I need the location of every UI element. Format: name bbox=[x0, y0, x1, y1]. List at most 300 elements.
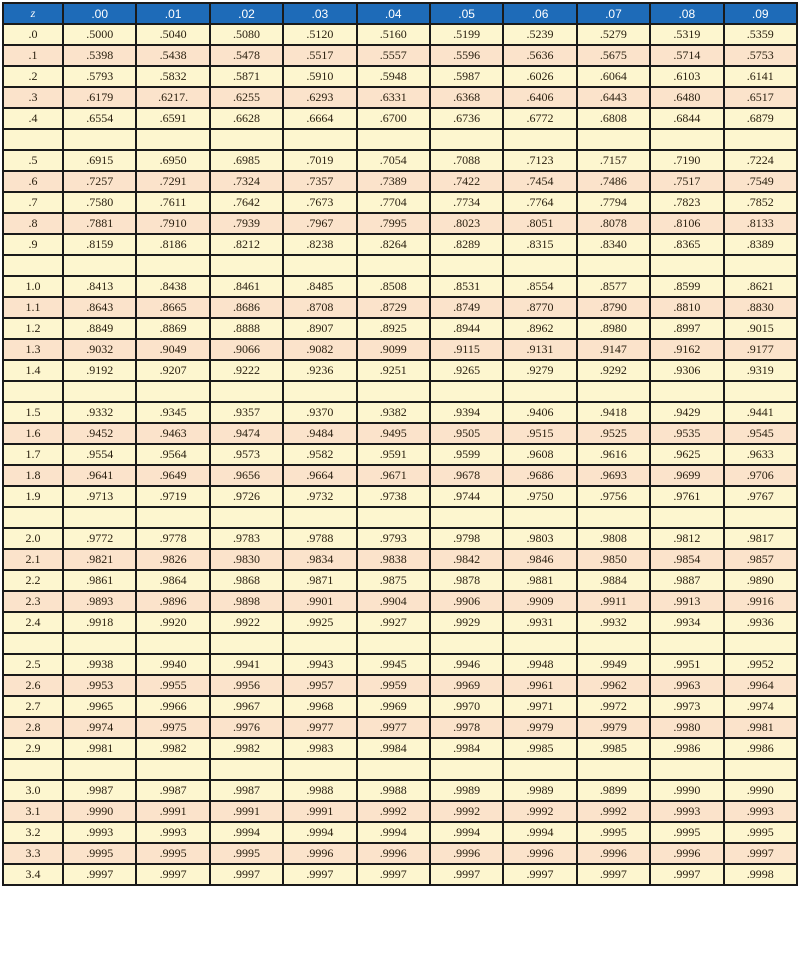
probability-cell: .5871 bbox=[211, 67, 284, 88]
probability-cell: .9987 bbox=[211, 781, 284, 802]
table-row bbox=[4, 781, 798, 802]
table-row bbox=[4, 697, 798, 718]
probability-cell: .9564 bbox=[137, 445, 210, 466]
probability-cell: .9744 bbox=[431, 487, 504, 508]
probability-cell: .8508 bbox=[358, 277, 431, 298]
probability-cell: .9994 bbox=[211, 823, 284, 844]
probability-cell: .9463 bbox=[137, 424, 210, 445]
probability-cell: .9861 bbox=[64, 571, 137, 592]
probability-cell: .9292 bbox=[578, 361, 651, 382]
probability-cell: .8810 bbox=[651, 298, 724, 319]
probability-cell: .7517 bbox=[651, 172, 724, 193]
probability-cell: .6217. bbox=[137, 88, 210, 109]
probability-cell: .8686 bbox=[211, 298, 284, 319]
probability-cell: .5478 bbox=[211, 46, 284, 67]
probability-cell: .6293 bbox=[284, 88, 357, 109]
probability-cell: .8599 bbox=[651, 277, 724, 298]
probability-cell: .9994 bbox=[431, 823, 504, 844]
probability-cell: .9990 bbox=[651, 781, 724, 802]
z-value-cell: 2.6 bbox=[4, 676, 64, 697]
probability-cell: .5239 bbox=[504, 25, 577, 46]
z-value-cell: 2.8 bbox=[4, 718, 64, 739]
probability-cell: .9985 bbox=[578, 739, 651, 760]
probability-cell: .9986 bbox=[651, 739, 724, 760]
probability-cell: .9864 bbox=[137, 571, 210, 592]
probability-cell: .9899 bbox=[578, 781, 651, 802]
probability-cell: .9992 bbox=[504, 802, 577, 823]
spacer-cell bbox=[4, 634, 64, 655]
spacer-cell bbox=[578, 382, 651, 403]
probability-cell: .9957 bbox=[284, 676, 357, 697]
probability-cell: .9995 bbox=[725, 823, 798, 844]
probability-cell: .9997 bbox=[504, 865, 577, 886]
probability-cell: .9984 bbox=[431, 739, 504, 760]
probability-cell: .8264 bbox=[358, 235, 431, 256]
probability-cell: .9875 bbox=[358, 571, 431, 592]
table-row bbox=[4, 823, 798, 844]
probability-cell: .9452 bbox=[64, 424, 137, 445]
probability-cell: .8729 bbox=[358, 298, 431, 319]
probability-cell: .7190 bbox=[651, 151, 724, 172]
probability-cell: .5910 bbox=[284, 67, 357, 88]
header-row bbox=[4, 4, 798, 25]
spacer-cell bbox=[4, 760, 64, 781]
probability-cell: .9995 bbox=[137, 844, 210, 865]
z-value-cell: 1.4 bbox=[4, 361, 64, 382]
probability-cell: .6064 bbox=[578, 67, 651, 88]
probability-cell: .9946 bbox=[431, 655, 504, 676]
spacer-cell bbox=[504, 382, 577, 403]
spacer-cell bbox=[137, 256, 210, 277]
probability-cell: .8849 bbox=[64, 319, 137, 340]
z-value-cell: 1.9 bbox=[4, 487, 64, 508]
table-row bbox=[4, 109, 798, 130]
probability-cell: .9974 bbox=[725, 697, 798, 718]
z-value-cell: 2.4 bbox=[4, 613, 64, 634]
probability-cell: .9066 bbox=[211, 340, 284, 361]
probability-cell: .9484 bbox=[284, 424, 357, 445]
column-header: .01 bbox=[137, 4, 210, 25]
probability-cell: .9099 bbox=[358, 340, 431, 361]
spacer-row bbox=[4, 634, 798, 655]
probability-cell: .7580 bbox=[64, 193, 137, 214]
probability-cell: .9382 bbox=[358, 403, 431, 424]
spacer-cell bbox=[64, 256, 137, 277]
probability-cell: .6141 bbox=[725, 67, 798, 88]
probability-cell: .5557 bbox=[358, 46, 431, 67]
probability-cell: .9997 bbox=[211, 865, 284, 886]
probability-cell: .8315 bbox=[504, 235, 577, 256]
probability-cell: .5793 bbox=[64, 67, 137, 88]
probability-cell: .9192 bbox=[64, 361, 137, 382]
z-value-cell: 3.0 bbox=[4, 781, 64, 802]
probability-cell: .9918 bbox=[64, 613, 137, 634]
probability-cell: .9370 bbox=[284, 403, 357, 424]
table-row bbox=[4, 571, 798, 592]
probability-cell: .9916 bbox=[725, 592, 798, 613]
probability-cell: .9032 bbox=[64, 340, 137, 361]
probability-cell: .9162 bbox=[651, 340, 724, 361]
spacer-cell bbox=[64, 634, 137, 655]
probability-cell: .9940 bbox=[137, 655, 210, 676]
probability-cell: .9817 bbox=[725, 529, 798, 550]
spacer-cell bbox=[211, 382, 284, 403]
probability-cell: .9207 bbox=[137, 361, 210, 382]
spacer-cell bbox=[137, 634, 210, 655]
probability-cell: .7611 bbox=[137, 193, 210, 214]
probability-cell: .9927 bbox=[358, 613, 431, 634]
probability-cell: .9983 bbox=[284, 739, 357, 760]
probability-cell: .7939 bbox=[211, 214, 284, 235]
table-row bbox=[4, 424, 798, 445]
z-value-cell: 1.1 bbox=[4, 298, 64, 319]
probability-cell: .9573 bbox=[211, 445, 284, 466]
z-value-cell: 1.8 bbox=[4, 466, 64, 487]
probability-cell: .9495 bbox=[358, 424, 431, 445]
column-header: .05 bbox=[431, 4, 504, 25]
probability-cell: .6808 bbox=[578, 109, 651, 130]
z-table bbox=[2, 2, 798, 886]
spacer-cell bbox=[137, 760, 210, 781]
probability-cell: .5160 bbox=[358, 25, 431, 46]
spacer-cell bbox=[211, 634, 284, 655]
probability-cell: .8830 bbox=[725, 298, 798, 319]
probability-cell: .8023 bbox=[431, 214, 504, 235]
spacer-cell bbox=[64, 130, 137, 151]
spacer-cell bbox=[578, 634, 651, 655]
probability-cell: .9992 bbox=[431, 802, 504, 823]
probability-cell: .9826 bbox=[137, 550, 210, 571]
probability-cell: .9996 bbox=[284, 844, 357, 865]
probability-cell: .9949 bbox=[578, 655, 651, 676]
probability-cell: .6554 bbox=[64, 109, 137, 130]
probability-cell: .9931 bbox=[504, 613, 577, 634]
spacer-cell bbox=[284, 634, 357, 655]
probability-cell: .9649 bbox=[137, 466, 210, 487]
probability-cell: .5319 bbox=[651, 25, 724, 46]
probability-cell: .7486 bbox=[578, 172, 651, 193]
probability-cell: .9599 bbox=[431, 445, 504, 466]
probability-cell: .9884 bbox=[578, 571, 651, 592]
probability-cell: .9633 bbox=[725, 445, 798, 466]
probability-cell: .9147 bbox=[578, 340, 651, 361]
probability-cell: .7764 bbox=[504, 193, 577, 214]
probability-cell: .6255 bbox=[211, 88, 284, 109]
probability-cell: .6700 bbox=[358, 109, 431, 130]
table-row bbox=[4, 172, 798, 193]
table-row bbox=[4, 277, 798, 298]
probability-cell: .5199 bbox=[431, 25, 504, 46]
probability-cell: .9901 bbox=[284, 592, 357, 613]
table-row bbox=[4, 46, 798, 67]
probability-cell: .9706 bbox=[725, 466, 798, 487]
spacer-cell bbox=[431, 382, 504, 403]
probability-cell: .9975 bbox=[137, 718, 210, 739]
probability-cell: .9997 bbox=[651, 865, 724, 886]
probability-cell: .5948 bbox=[358, 67, 431, 88]
spacer-cell bbox=[358, 256, 431, 277]
probability-cell: .8159 bbox=[64, 235, 137, 256]
spacer-cell bbox=[725, 760, 798, 781]
probability-cell: .9952 bbox=[725, 655, 798, 676]
z-value-cell: 2.1 bbox=[4, 550, 64, 571]
probability-cell: .9997 bbox=[137, 865, 210, 886]
probability-cell: .6480 bbox=[651, 88, 724, 109]
table-row bbox=[4, 445, 798, 466]
probability-cell: .8365 bbox=[651, 235, 724, 256]
spacer-row bbox=[4, 130, 798, 151]
spacer-cell bbox=[64, 508, 137, 529]
spacer-cell bbox=[504, 130, 577, 151]
spacer-cell bbox=[725, 130, 798, 151]
probability-cell: .9990 bbox=[725, 781, 798, 802]
z-value-cell: 2.5 bbox=[4, 655, 64, 676]
probability-cell: .9115 bbox=[431, 340, 504, 361]
probability-cell: .9981 bbox=[64, 739, 137, 760]
probability-cell: .9812 bbox=[651, 529, 724, 550]
z-value-cell: 2.2 bbox=[4, 571, 64, 592]
z-value-cell: 3.3 bbox=[4, 844, 64, 865]
table-row bbox=[4, 865, 798, 886]
probability-cell: .9429 bbox=[651, 403, 724, 424]
z-value-cell: .0 bbox=[4, 25, 64, 46]
probability-cell: .7054 bbox=[358, 151, 431, 172]
probability-cell: .9871 bbox=[284, 571, 357, 592]
probability-cell: .9943 bbox=[284, 655, 357, 676]
probability-cell: .9993 bbox=[64, 823, 137, 844]
column-header: .07 bbox=[578, 4, 651, 25]
probability-cell: .8051 bbox=[504, 214, 577, 235]
probability-cell: .8106 bbox=[651, 214, 724, 235]
probability-cell: .9997 bbox=[578, 865, 651, 886]
probability-cell: .8438 bbox=[137, 277, 210, 298]
probability-cell: .9991 bbox=[284, 802, 357, 823]
table-row bbox=[4, 655, 798, 676]
table-row bbox=[4, 592, 798, 613]
probability-cell: .9925 bbox=[284, 613, 357, 634]
z-value-cell: .1 bbox=[4, 46, 64, 67]
probability-cell: .9505 bbox=[431, 424, 504, 445]
probability-cell: .9830 bbox=[211, 550, 284, 571]
probability-cell: .9878 bbox=[431, 571, 504, 592]
probability-cell: .9306 bbox=[651, 361, 724, 382]
table-row bbox=[4, 613, 798, 634]
z-value-cell: 2.7 bbox=[4, 697, 64, 718]
table-row bbox=[4, 25, 798, 46]
probability-cell: .8888 bbox=[211, 319, 284, 340]
probability-cell: .9938 bbox=[64, 655, 137, 676]
probability-cell: .7224 bbox=[725, 151, 798, 172]
z-value-cell: 1.3 bbox=[4, 340, 64, 361]
probability-cell: .8413 bbox=[64, 277, 137, 298]
probability-cell: .9996 bbox=[358, 844, 431, 865]
probability-cell: .9959 bbox=[358, 676, 431, 697]
probability-cell: .7257 bbox=[64, 172, 137, 193]
probability-cell: .5080 bbox=[211, 25, 284, 46]
spacer-cell bbox=[4, 256, 64, 277]
probability-cell: .9778 bbox=[137, 529, 210, 550]
probability-cell: .9941 bbox=[211, 655, 284, 676]
probability-cell: .9997 bbox=[64, 865, 137, 886]
probability-cell: .9332 bbox=[64, 403, 137, 424]
probability-cell: .8770 bbox=[504, 298, 577, 319]
probability-cell: .9971 bbox=[504, 697, 577, 718]
spacer-cell bbox=[4, 130, 64, 151]
spacer-cell bbox=[431, 256, 504, 277]
probability-cell: .9936 bbox=[725, 613, 798, 634]
probability-cell: .9996 bbox=[578, 844, 651, 865]
probability-cell: .9992 bbox=[578, 802, 651, 823]
probability-cell: .9976 bbox=[211, 718, 284, 739]
probability-cell: .9850 bbox=[578, 550, 651, 571]
probability-cell: .7157 bbox=[578, 151, 651, 172]
spacer-cell bbox=[431, 130, 504, 151]
probability-cell: .9996 bbox=[431, 844, 504, 865]
column-header: .00 bbox=[64, 4, 137, 25]
probability-cell: .9678 bbox=[431, 466, 504, 487]
probability-cell: .8944 bbox=[431, 319, 504, 340]
probability-cell: .7673 bbox=[284, 193, 357, 214]
probability-cell: .9961 bbox=[504, 676, 577, 697]
probability-cell: .9177 bbox=[725, 340, 798, 361]
probability-cell: .9987 bbox=[64, 781, 137, 802]
probability-cell: .9993 bbox=[651, 802, 724, 823]
probability-cell: .9656 bbox=[211, 466, 284, 487]
probability-cell: .9881 bbox=[504, 571, 577, 592]
probability-cell: .9236 bbox=[284, 361, 357, 382]
spacer-cell bbox=[651, 256, 724, 277]
probability-cell: .9982 bbox=[137, 739, 210, 760]
spacer-cell bbox=[4, 508, 64, 529]
table-row bbox=[4, 739, 798, 760]
table-row bbox=[4, 844, 798, 865]
spacer-cell bbox=[431, 760, 504, 781]
probability-cell: .9934 bbox=[651, 613, 724, 634]
table-row bbox=[4, 298, 798, 319]
probability-cell: .6517 bbox=[725, 88, 798, 109]
probability-cell: .9015 bbox=[725, 319, 798, 340]
table-row bbox=[4, 67, 798, 88]
table-row bbox=[4, 529, 798, 550]
probability-cell: .6443 bbox=[578, 88, 651, 109]
table-row bbox=[4, 88, 798, 109]
probability-cell: .5675 bbox=[578, 46, 651, 67]
table-row bbox=[4, 193, 798, 214]
probability-cell: .8790 bbox=[578, 298, 651, 319]
probability-cell: .7704 bbox=[358, 193, 431, 214]
probability-cell: .9996 bbox=[504, 844, 577, 865]
probability-cell: .9738 bbox=[358, 487, 431, 508]
probability-cell: .9966 bbox=[137, 697, 210, 718]
probability-cell: .9686 bbox=[504, 466, 577, 487]
probability-cell: .6985 bbox=[211, 151, 284, 172]
probability-cell: .9974 bbox=[64, 718, 137, 739]
probability-cell: .9418 bbox=[578, 403, 651, 424]
column-header: .06 bbox=[504, 4, 577, 25]
probability-cell: .7852 bbox=[725, 193, 798, 214]
column-header: .02 bbox=[211, 4, 284, 25]
probability-cell: .6103 bbox=[651, 67, 724, 88]
probability-cell: .9441 bbox=[725, 403, 798, 424]
probability-cell: .9988 bbox=[358, 781, 431, 802]
spacer-cell bbox=[211, 130, 284, 151]
probability-cell: .9986 bbox=[725, 739, 798, 760]
probability-cell: .5040 bbox=[137, 25, 210, 46]
probability-cell: .9893 bbox=[64, 592, 137, 613]
probability-cell: .9969 bbox=[431, 676, 504, 697]
probability-cell: .6179 bbox=[64, 88, 137, 109]
spacer-cell bbox=[504, 760, 577, 781]
probability-cell: .9985 bbox=[504, 739, 577, 760]
probability-cell: .8078 bbox=[578, 214, 651, 235]
spacer-cell bbox=[504, 256, 577, 277]
probability-cell: .9896 bbox=[137, 592, 210, 613]
probability-cell: .8340 bbox=[578, 235, 651, 256]
probability-cell: .5636 bbox=[504, 46, 577, 67]
probability-cell: .9838 bbox=[358, 550, 431, 571]
probability-cell: .9978 bbox=[431, 718, 504, 739]
spacer-cell bbox=[725, 634, 798, 655]
spacer-cell bbox=[651, 382, 724, 403]
probability-cell: .9991 bbox=[137, 802, 210, 823]
probability-cell: .9989 bbox=[431, 781, 504, 802]
probability-cell: .9890 bbox=[725, 571, 798, 592]
probability-cell: .9948 bbox=[504, 655, 577, 676]
probability-cell: .9965 bbox=[64, 697, 137, 718]
probability-cell: .7357 bbox=[284, 172, 357, 193]
probability-cell: .9922 bbox=[211, 613, 284, 634]
probability-cell: .6844 bbox=[651, 109, 724, 130]
column-header: .03 bbox=[284, 4, 357, 25]
probability-cell: .9821 bbox=[64, 550, 137, 571]
probability-cell: .9979 bbox=[504, 718, 577, 739]
probability-cell: .9788 bbox=[284, 529, 357, 550]
probability-cell: .9955 bbox=[137, 676, 210, 697]
probability-cell: .9996 bbox=[651, 844, 724, 865]
probability-cell: .8643 bbox=[64, 298, 137, 319]
spacer-cell bbox=[211, 760, 284, 781]
probability-cell: .9641 bbox=[64, 466, 137, 487]
z-value-cell: 1.2 bbox=[4, 319, 64, 340]
spacer-cell bbox=[651, 760, 724, 781]
probability-cell: .7881 bbox=[64, 214, 137, 235]
spacer-cell bbox=[284, 508, 357, 529]
spacer-row bbox=[4, 382, 798, 403]
spacer-cell bbox=[651, 634, 724, 655]
probability-cell: .9982 bbox=[211, 739, 284, 760]
probability-cell: .9783 bbox=[211, 529, 284, 550]
probability-cell: .9591 bbox=[358, 445, 431, 466]
spacer-cell bbox=[578, 130, 651, 151]
probability-cell: .9554 bbox=[64, 445, 137, 466]
probability-cell: .9906 bbox=[431, 592, 504, 613]
column-header: .08 bbox=[651, 4, 724, 25]
spacer-cell bbox=[431, 634, 504, 655]
probability-cell: .9887 bbox=[651, 571, 724, 592]
probability-cell: .5120 bbox=[284, 25, 357, 46]
spacer-cell bbox=[284, 256, 357, 277]
probability-cell: .9515 bbox=[504, 424, 577, 445]
z-value-cell: 2.9 bbox=[4, 739, 64, 760]
probability-cell: .9991 bbox=[211, 802, 284, 823]
probability-cell: .9732 bbox=[284, 487, 357, 508]
probability-cell: .8485 bbox=[284, 277, 357, 298]
probability-cell: .9525 bbox=[578, 424, 651, 445]
probability-cell: .6664 bbox=[284, 109, 357, 130]
probability-cell: .9967 bbox=[211, 697, 284, 718]
probability-cell: .9713 bbox=[64, 487, 137, 508]
probability-cell: .9989 bbox=[504, 781, 577, 802]
